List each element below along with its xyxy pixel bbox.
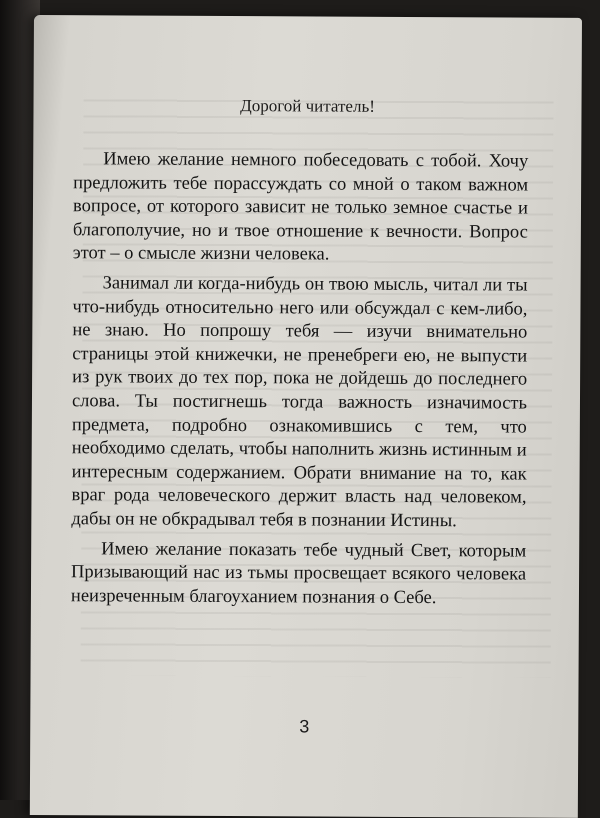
- paragraph-3: Имею желание показать тебе чудный Свет, которым Призывающий нас из тьмы просвещает всякого человека неизреченным благоуханием познания о Себе.: [70, 538, 527, 608]
- page-number: 3: [299, 716, 310, 737]
- page-heading: Дорогой читатель!: [240, 96, 375, 116]
- body-text: [71, 148, 528, 617]
- book-page: [30, 15, 582, 818]
- paragraph-1: Имею желание немного побеседовать с тобой. Хочу предложить тебе порассуждать со мной о таком важном вопросе, от которого зависит не только земное счастье и благополучие, но и твое отношение к вечности. Вопрос этот – о смысле жизни человека.: [72, 149, 529, 265]
- paragraph-2: Занимал ли когда-нибудь он твою мысль, читал ли ты что-нибудь относительно него или обсуждал с кем-либо, не знаю. Но попрошу тебя — изучи внимательно страницы этой книжечки, не пренебреги ею, не выпусти из рук твоих до тех пор, пока не дойдешь до последнего слова. Ты постигнешь тогда важность изначимость предмета, подробно ознакомившись с тем, что необходимо сделать, чтобы наполнить жизнь истинным и интересным содержанием. Обрати внимание на то, как враг рода человеческого держит власть над человеком, дабы он не обкрадывал тебя в познании Истины.: [71, 273, 528, 532]
